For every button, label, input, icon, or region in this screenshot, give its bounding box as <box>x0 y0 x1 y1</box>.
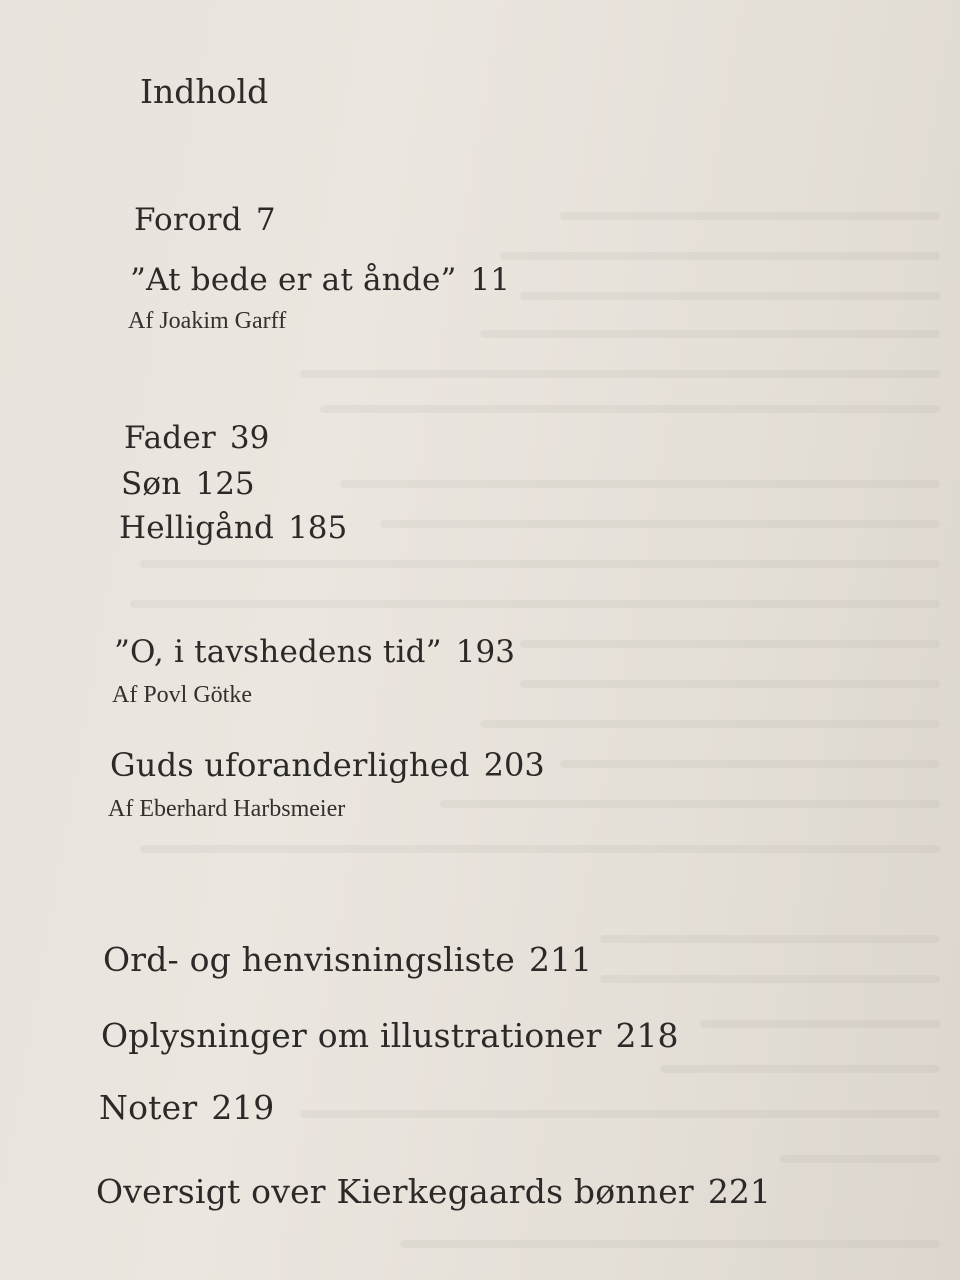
toc-entry-oversigt <box>96 1172 771 1211</box>
bleed-through-line <box>140 560 940 568</box>
toc-entry-fader <box>124 420 269 456</box>
toc-title: ”O, i tavshedens tid” <box>114 634 442 670</box>
toc-author: Af Eberhard Harbsmeier <box>108 796 346 822</box>
bleed-through-line <box>500 252 940 260</box>
toc-author: Af Joakim Garff <box>128 308 287 334</box>
bleed-through-line <box>480 720 940 728</box>
bleed-through-line <box>320 405 940 413</box>
toc-title: Guds uforanderlighed <box>110 746 470 784</box>
bleed-through-line <box>440 800 940 808</box>
toc-author: Af Povl Götke <box>112 682 252 708</box>
toc-entry-son <box>121 466 255 502</box>
bleed-through-line <box>660 1065 940 1073</box>
toc-page-number: 219 <box>211 1088 275 1127</box>
bleed-through-line <box>600 935 940 943</box>
bleed-through-line <box>400 1240 940 1248</box>
toc-page-number: 221 <box>707 1172 771 1211</box>
toc-entry-noter <box>99 1088 274 1127</box>
toc-page-number: 39 <box>229 420 270 456</box>
toc-page-number: 185 <box>288 510 348 546</box>
page-heading: Indhold <box>140 72 269 111</box>
toc-entry-helligand <box>119 510 347 546</box>
bleed-through-line <box>560 212 940 220</box>
bleed-through-line <box>600 975 940 983</box>
bleed-through-line <box>380 520 940 528</box>
toc-title: Forord <box>134 202 242 238</box>
toc-page-number: 203 <box>483 746 545 784</box>
toc-title: Noter <box>99 1088 198 1127</box>
bleed-through-line <box>480 330 940 338</box>
toc-entry-at-bede <box>130 262 510 298</box>
toc-entry-guds <box>110 746 545 784</box>
toc-page-number: 11 <box>470 262 510 298</box>
toc-title: ”At bede er at ånde” <box>130 262 457 298</box>
bleed-through-line <box>130 600 940 608</box>
toc-title: Søn <box>121 466 182 502</box>
bleed-through-line <box>300 370 940 378</box>
toc-entry-tavshed <box>114 634 515 670</box>
bleed-through-line <box>520 640 940 648</box>
toc-page-number: 125 <box>195 466 255 502</box>
toc-page-number: 7 <box>255 202 276 238</box>
bleed-through-line <box>700 1020 940 1028</box>
toc-page-number: 193 <box>455 634 515 670</box>
bleed-through-line <box>300 1110 940 1118</box>
bleed-through-line <box>520 680 940 688</box>
toc-page-number: 211 <box>529 940 592 979</box>
toc-title: Oversigt over Kierkegaards bønner <box>96 1172 694 1211</box>
toc-title: Ord- og henvisningsliste <box>103 940 515 979</box>
toc-title: Fader <box>124 420 216 456</box>
toc-entry-oplysninger <box>101 1016 679 1055</box>
toc-entry-ordliste <box>103 940 592 979</box>
toc-title: Helligånd <box>119 510 275 546</box>
bleed-through-line <box>560 760 940 768</box>
toc-page-number: 218 <box>615 1016 679 1055</box>
toc-entry-forord <box>134 202 276 238</box>
toc-title: Oplysninger om illustrationer <box>101 1016 602 1055</box>
bleed-through-line <box>340 480 940 488</box>
bleed-through-line <box>520 292 940 300</box>
bleed-through-line <box>780 1155 940 1163</box>
bleed-through-line <box>140 845 940 853</box>
